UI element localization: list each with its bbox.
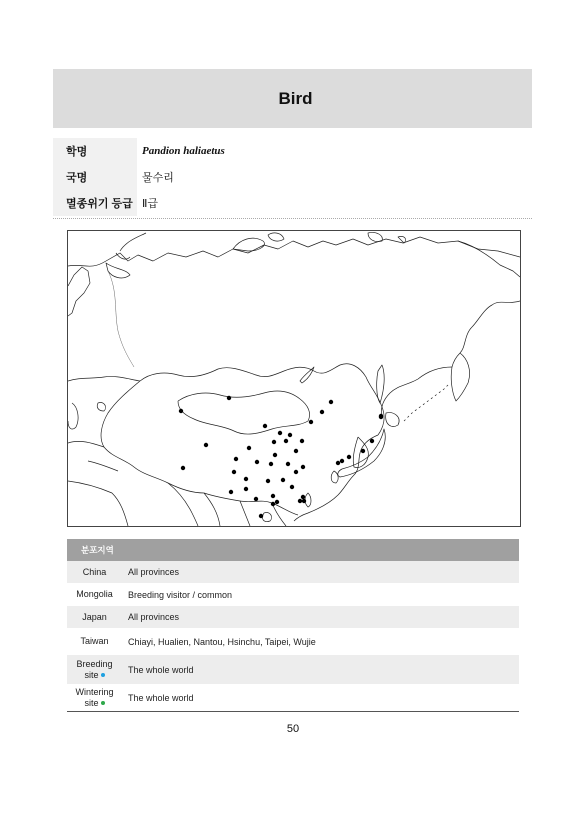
occurrence-dot	[329, 400, 333, 404]
occurrence-dot	[254, 497, 258, 501]
distribution-table	[67, 539, 519, 712]
hokkaido	[386, 413, 399, 427]
scientific-name-label: 학명	[53, 138, 137, 164]
occurrence-dot	[244, 477, 248, 481]
table-row	[67, 684, 519, 711]
mongolia-border	[178, 391, 310, 434]
page-title: Bird	[278, 88, 313, 108]
severnaya-zemlya	[268, 233, 284, 241]
occurrence-dot	[309, 420, 313, 424]
description-cell: Breeding visitor / common	[128, 589, 233, 600]
site-label: site	[84, 669, 99, 680]
occurrence-dot	[370, 439, 374, 443]
region-cell: Japan	[82, 611, 107, 622]
kyushu	[331, 471, 338, 483]
scandinavia	[68, 267, 90, 316]
lake-baikal	[300, 367, 314, 383]
table-row	[67, 628, 519, 655]
central-asia-borders	[68, 441, 128, 526]
breeding-dot-icon	[101, 673, 105, 677]
bering-coast	[460, 301, 520, 353]
arctic-coast	[68, 237, 520, 266]
region-cell	[67, 687, 122, 709]
occurrence-dot	[278, 431, 282, 435]
region-cell: Taiwan	[80, 636, 109, 646]
status-label: 멸종위기 등급	[53, 190, 137, 216]
aral-sea	[97, 403, 105, 411]
indochina	[240, 501, 286, 526]
hainan	[262, 513, 271, 522]
region-cell	[67, 659, 122, 681]
region-cell: China	[82, 566, 107, 577]
china-border-north	[140, 364, 384, 435]
table-bottom-rule	[67, 711, 519, 712]
korean-name-label: 국명	[53, 164, 137, 190]
species-info	[53, 138, 532, 216]
occurrence-dot	[259, 514, 263, 518]
occurrence-dot	[244, 487, 248, 491]
caspian-sea	[68, 403, 78, 429]
occurrence-dot	[255, 460, 259, 464]
occurrence-dot	[269, 462, 273, 466]
korean-peninsula	[353, 437, 368, 468]
occurrence-dot	[272, 440, 276, 444]
occurrence-dot	[340, 459, 344, 463]
divider	[53, 218, 532, 219]
china-border-west	[101, 381, 204, 493]
occurrence-dot	[271, 502, 275, 506]
chukotka	[458, 241, 520, 277]
occurrence-dot	[229, 490, 233, 494]
wintering-label: Wintering	[75, 686, 114, 697]
occurrence-dot	[288, 433, 292, 437]
occurrence-dot	[266, 479, 270, 483]
okhotsk-coast	[381, 367, 452, 415]
occurrence-dot	[347, 455, 351, 459]
occurrence-dot	[379, 415, 383, 419]
occurrence-dot	[301, 495, 305, 499]
occurrence-dot	[290, 485, 294, 489]
kuril-islands	[404, 383, 450, 421]
kola	[106, 263, 130, 278]
distribution-map	[67, 230, 521, 527]
occurrence-dot	[227, 396, 231, 400]
china-border-south	[204, 493, 298, 515]
table-row	[67, 606, 519, 628]
status-row	[53, 190, 532, 216]
occurrence-dot	[181, 466, 185, 470]
description-cell: All provinces	[128, 567, 180, 577]
occurrence-dot	[302, 499, 306, 503]
kazakhstan-border	[68, 376, 140, 381]
occurrence-dot	[294, 449, 298, 453]
breeding-label: Breeding	[76, 658, 113, 669]
page-number: 50	[286, 723, 300, 735]
occurrence-dot	[275, 500, 279, 504]
description-cell: All provinces	[128, 612, 180, 622]
occurrence-dot	[234, 457, 238, 461]
novaya-zemlya	[116, 233, 146, 259]
occurrence-dot	[336, 461, 340, 465]
occurrence-dot	[284, 439, 288, 443]
description-cell: The whole world	[128, 664, 194, 675]
korean-name-value: 물수리	[142, 172, 174, 184]
occurrence-dot	[271, 494, 275, 498]
status-value: Ⅱ급	[142, 198, 159, 210]
occurrence-dot	[232, 470, 236, 474]
occurrence-dot	[361, 449, 365, 453]
occurrence-dot	[294, 470, 298, 474]
occurrence-dot	[286, 462, 290, 466]
ob-river	[108, 271, 134, 367]
kamchatka	[451, 353, 469, 401]
china-coast	[294, 435, 378, 521]
occurrence-dot	[204, 443, 208, 447]
distribution-header: 분포지역	[67, 539, 519, 561]
title-bar	[53, 69, 532, 128]
region-cell: Mongolia	[76, 589, 113, 599]
table-row	[67, 561, 519, 583]
bay-of-bengal	[204, 493, 220, 526]
scientific-name-value: Pandion haliaetus	[142, 145, 225, 157]
site-label: site	[84, 697, 99, 708]
korean-name-row	[53, 164, 532, 190]
table-row	[67, 583, 519, 606]
honshu	[338, 429, 385, 477]
wintering-dot-icon	[101, 701, 105, 705]
occurrence-dot	[179, 409, 183, 413]
occurrence-dot	[281, 478, 285, 482]
occurrence-dot	[247, 446, 251, 450]
scientific-name-row	[53, 138, 532, 164]
occurrence-dot	[263, 424, 267, 428]
occurrence-dot	[320, 410, 324, 414]
description-cell: The whole world	[128, 692, 194, 703]
description-cell: Chiayi, Hualien, Nantou, Hsinchu, Taipei, Wujie	[128, 636, 316, 647]
new-siberian-islands	[368, 232, 406, 243]
occurrence-dot	[273, 453, 277, 457]
table-row	[67, 655, 519, 684]
taimyr	[233, 238, 265, 251]
occurrence-dot	[301, 465, 305, 469]
occurrence-dot	[298, 499, 302, 503]
occurrence-dot	[300, 439, 304, 443]
